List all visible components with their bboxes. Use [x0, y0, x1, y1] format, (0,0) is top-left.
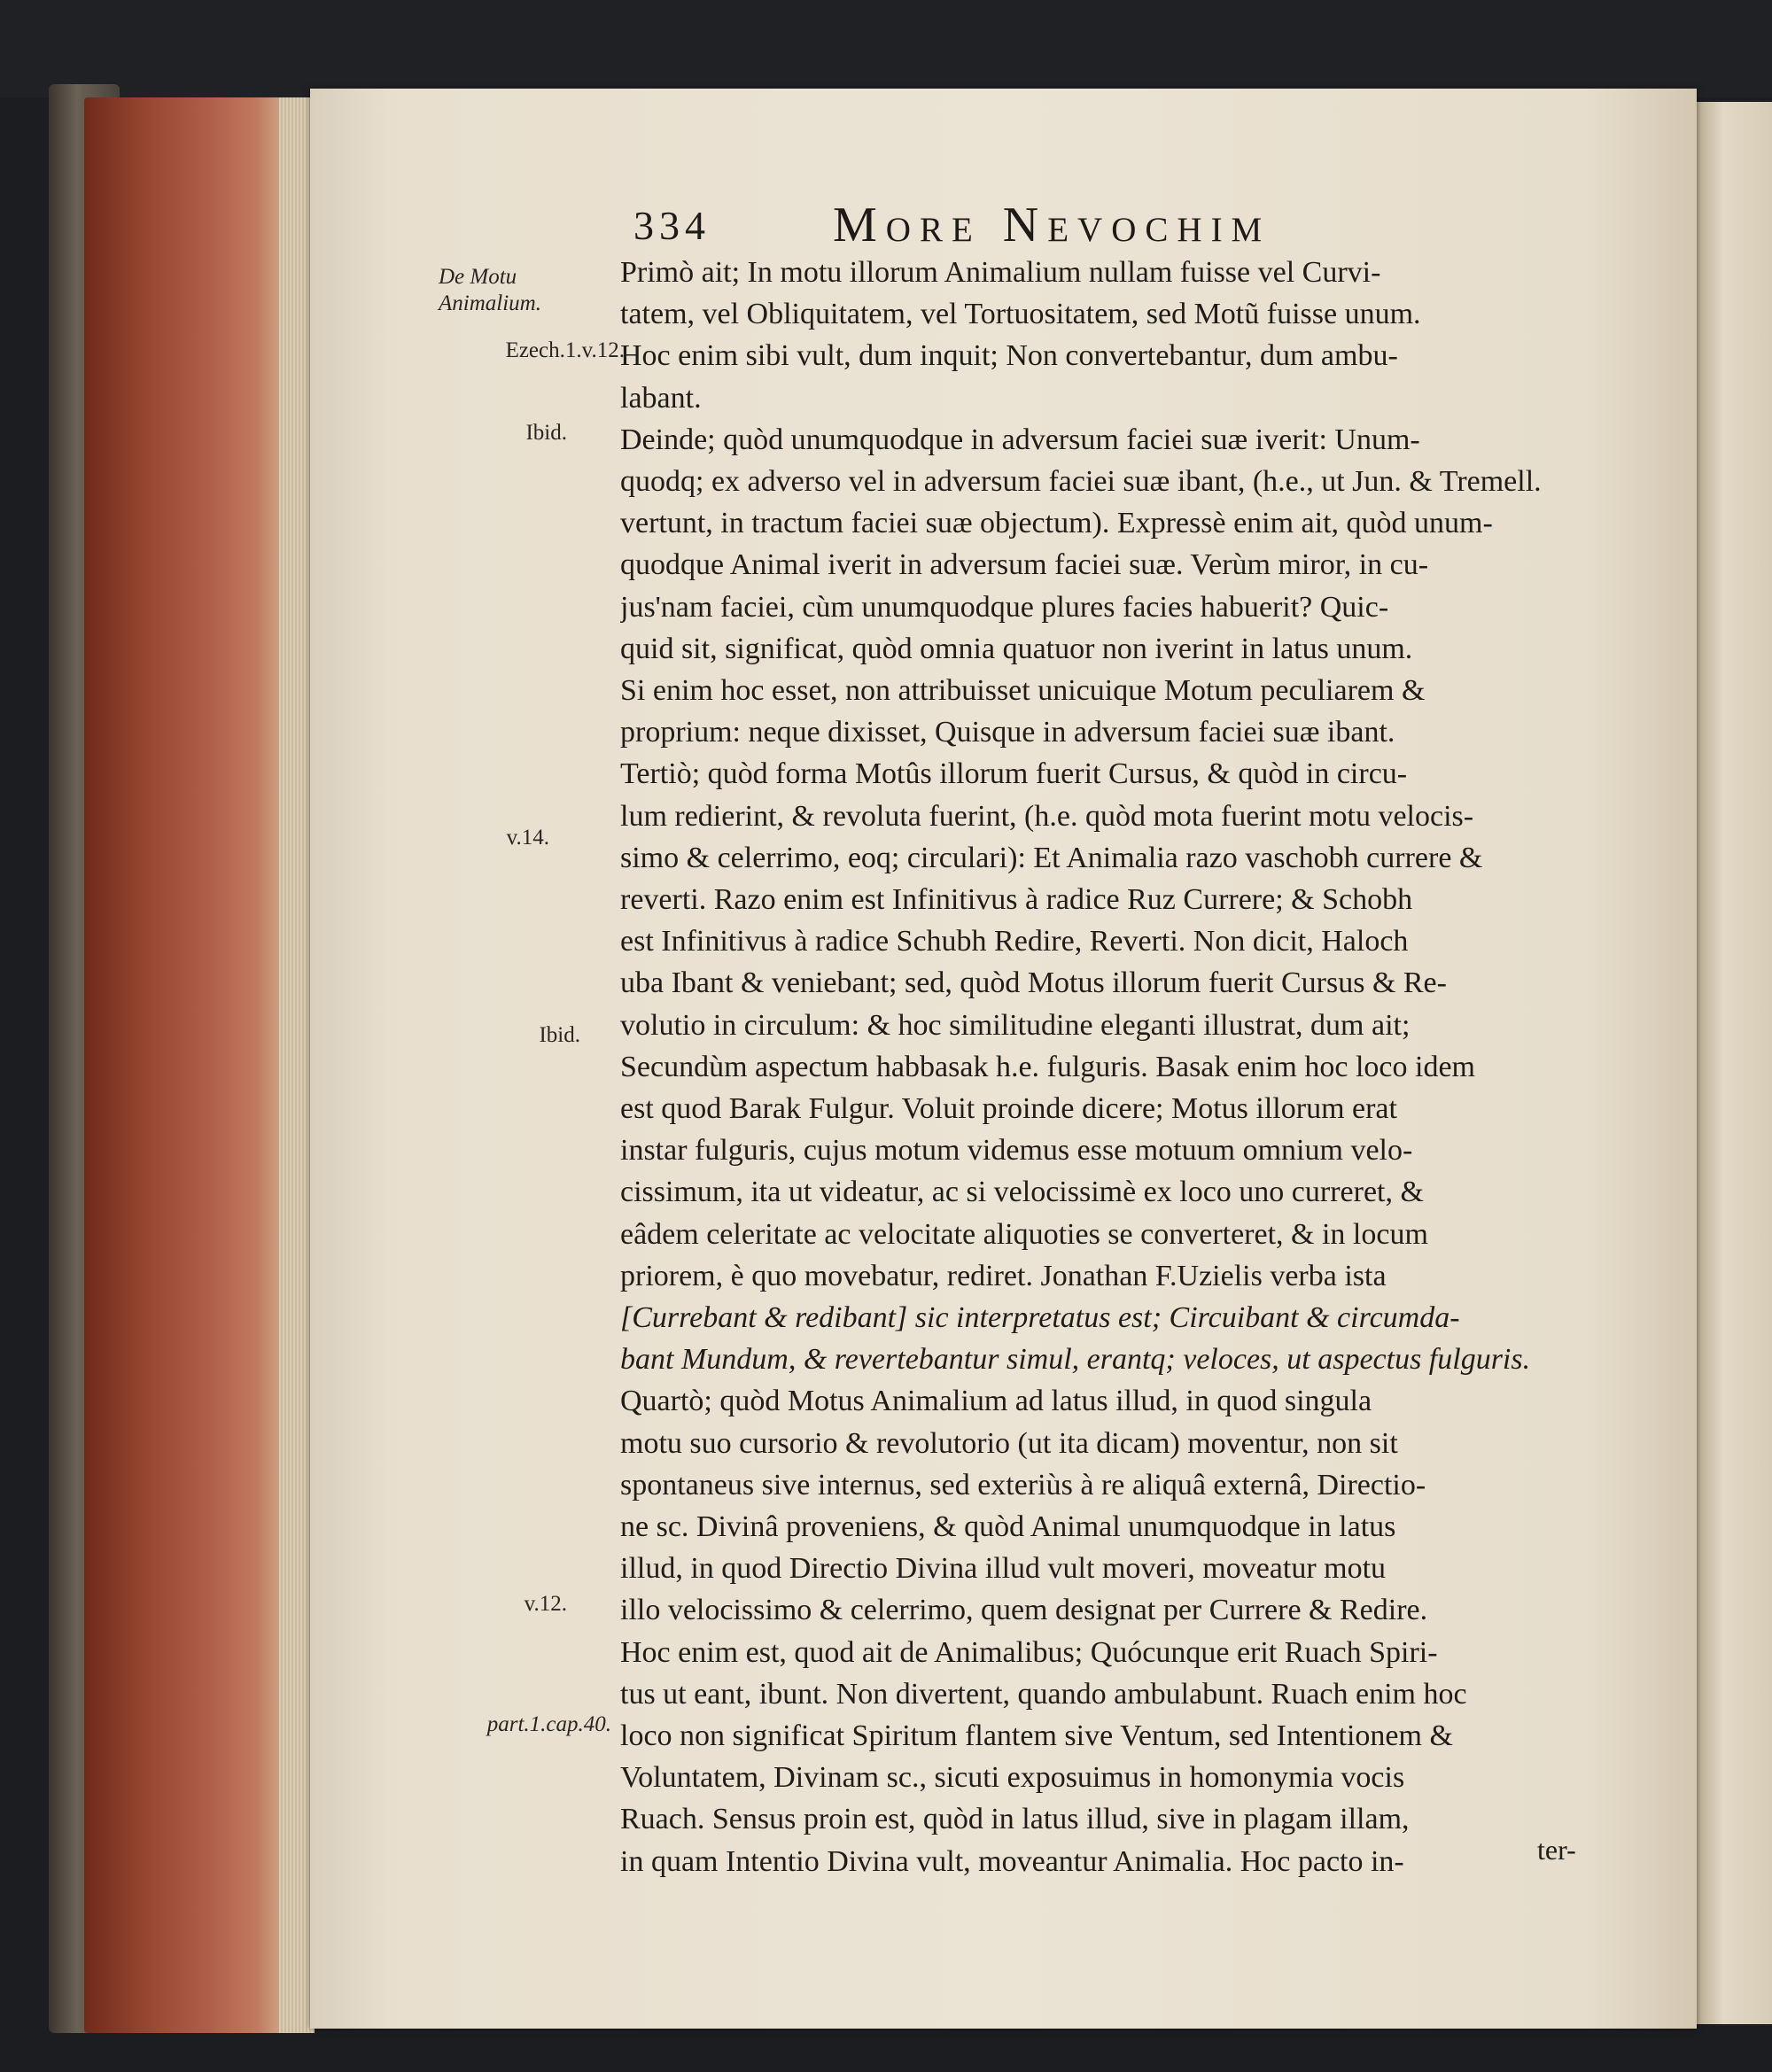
text-line: bant Mundum, & revertebantur simul, erantq; veloces, ut aspectus fulguris. [620, 1343, 1531, 1376]
margin-note: v.12. [524, 1592, 567, 1616]
page-header [633, 198, 1431, 255]
page-number: 334 [633, 203, 711, 248]
text-line: labant. [620, 382, 702, 415]
text-line: lum redierint, & revoluta fuerint, (h.e. quòd mota fuerint motu velocis- [620, 800, 1474, 833]
text-line: spontaneus sive internus, sed exteriùs à re aliquâ externâ, Directio- [620, 1469, 1426, 1502]
text-line: tatem, vel Obliquitatem, vel Tortuositatem, sed Motũ fuisse unum. [620, 298, 1421, 330]
page-block-edge [84, 97, 315, 2033]
text-line: est Infinitivus à radice Schubh Redire, Reverti. Non dicit, Haloch [620, 925, 1409, 958]
text-line: est quod Barak Fulgur. Voluit proinde dicere; Motus illorum erat [620, 1092, 1397, 1125]
text-line: Quartò; quòd Motus Animalium ad latus illud, in quod singula [620, 1385, 1372, 1417]
text-line: Voluntatem, Divinam sc., sicuti exposuimus in homonymia vocis [620, 1761, 1405, 1794]
text-line: instar fulguris, cujus motum videmus esse motuum omnium velo- [620, 1134, 1413, 1167]
text-line: reverti. Razo enim est Infinitivus à radice Ruz Currere; & Schobh [620, 883, 1413, 916]
catchword: ter- [1537, 1834, 1576, 1866]
text-line: Ruach. Sensus proin est, quòd in latus illud, sive in plagam illam, [620, 1803, 1410, 1835]
text-line: Deinde; quòd unumquodque in adversum faciei suæ iverit: Unum- [620, 423, 1420, 456]
text-line: ne sc. Divinâ proveniens, & quòd Animal unumquodque in latus [620, 1510, 1396, 1543]
margin-note: v.14. [506, 826, 549, 850]
text-line: uba Ibant & veniebant; sed, quòd Motus illorum fuerit Cursus & Re- [620, 966, 1447, 999]
text-line: volutio in circulum: & hoc similitudine eleganti illustrat, dum ait; [620, 1009, 1411, 1042]
text-line: illo velocissimo & celerrimo, quem designat per Currere & Redire. [620, 1594, 1428, 1626]
text-line: jus'nam faciei, cùm unumquodque plures facies habuerit? Quic- [620, 591, 1389, 624]
text-line: Secundùm aspectum habbasak h.e. fulguris. Basak enim hoc loco idem [620, 1051, 1475, 1083]
text-line: Hoc enim sibi vult, dum inquit; Non convertebantur, dum ambu- [620, 339, 1398, 372]
text-line: tus ut eant, ibunt. Non divertent, quando ambulabunt. Ruach enim hoc [620, 1678, 1467, 1711]
margin-note: part.1.cap.40. [486, 1712, 611, 1736]
text-line: [Currebant & redibant] sic interpretatus est; Circuibant & circumda- [620, 1301, 1460, 1334]
text-line: quodque Animal iverit in adversum faciei suæ. Verùm miror, in cu- [620, 548, 1429, 581]
text-line: illud, in quod Directio Divina illud vult moveri, moveatur motu [620, 1552, 1387, 1585]
facing-page-edge [1697, 102, 1772, 2024]
text-line: proprium: neque dixisset, Quisque in adversum faciei suæ ibant. [620, 716, 1395, 749]
text-line: in quam Intentio Divina vult, moveantur Animalia. Hoc pacto in- [620, 1845, 1404, 1878]
text-line: vertunt, in tractum faciei suæ objectum). Expressè enim ait, quòd unum- [620, 507, 1493, 539]
text-line: priorem, è quo movebatur, rediret. Jonathan F.Uzielis verba ista [620, 1260, 1387, 1292]
margin-note: De Motu Animalium. [439, 265, 541, 315]
text-line: simo & celerrimo, eoq; circulari): Et Animalia razo vaschobh currere & [620, 842, 1483, 874]
text-line: Si enim hoc esset, non attribuisset unicuique Motum peculiarem & [620, 674, 1426, 707]
margin-note: Ibid. [525, 421, 567, 445]
text-line: Primò ait; In motu illorum Animalium nullam fuisse vel Curvi- [620, 256, 1381, 289]
margin-note: Ezech.1.v.12. [505, 338, 625, 362]
text-line: quodq; ex adverso vel in adversum faciei suæ ibant, (h.e., ut Jun. & Tremell. [620, 465, 1542, 498]
text-line: eâdem celeritate ac velocitate aliquoties se converteret, & in locum [620, 1218, 1428, 1251]
text-line: Tertiò; quòd forma Motûs illorum fuerit Cursus, & quòd in circu- [620, 757, 1408, 790]
text-line: quid sit, significat, quòd omnia quatuor non iverint in latus unum. [620, 632, 1413, 665]
text-line: loco non significat Spiritum flantem sive Ventum, sed Intentionem & [620, 1719, 1453, 1752]
text-line: Hoc enim est, quod ait de Animalibus; Quócunque erit Ruach Spiri- [620, 1636, 1438, 1669]
text-line: cissimum, ita ut videatur, ac si velocissimè ex loco uno curreret, & [620, 1176, 1424, 1208]
text-line: motu suo cursorio & revolutorio (ut ita dicam) moventur, non sit [620, 1427, 1398, 1460]
margin-note: Ibid. [539, 1023, 580, 1047]
running-title: More Nevochim [833, 198, 1271, 252]
dark-background [0, 0, 1772, 97]
